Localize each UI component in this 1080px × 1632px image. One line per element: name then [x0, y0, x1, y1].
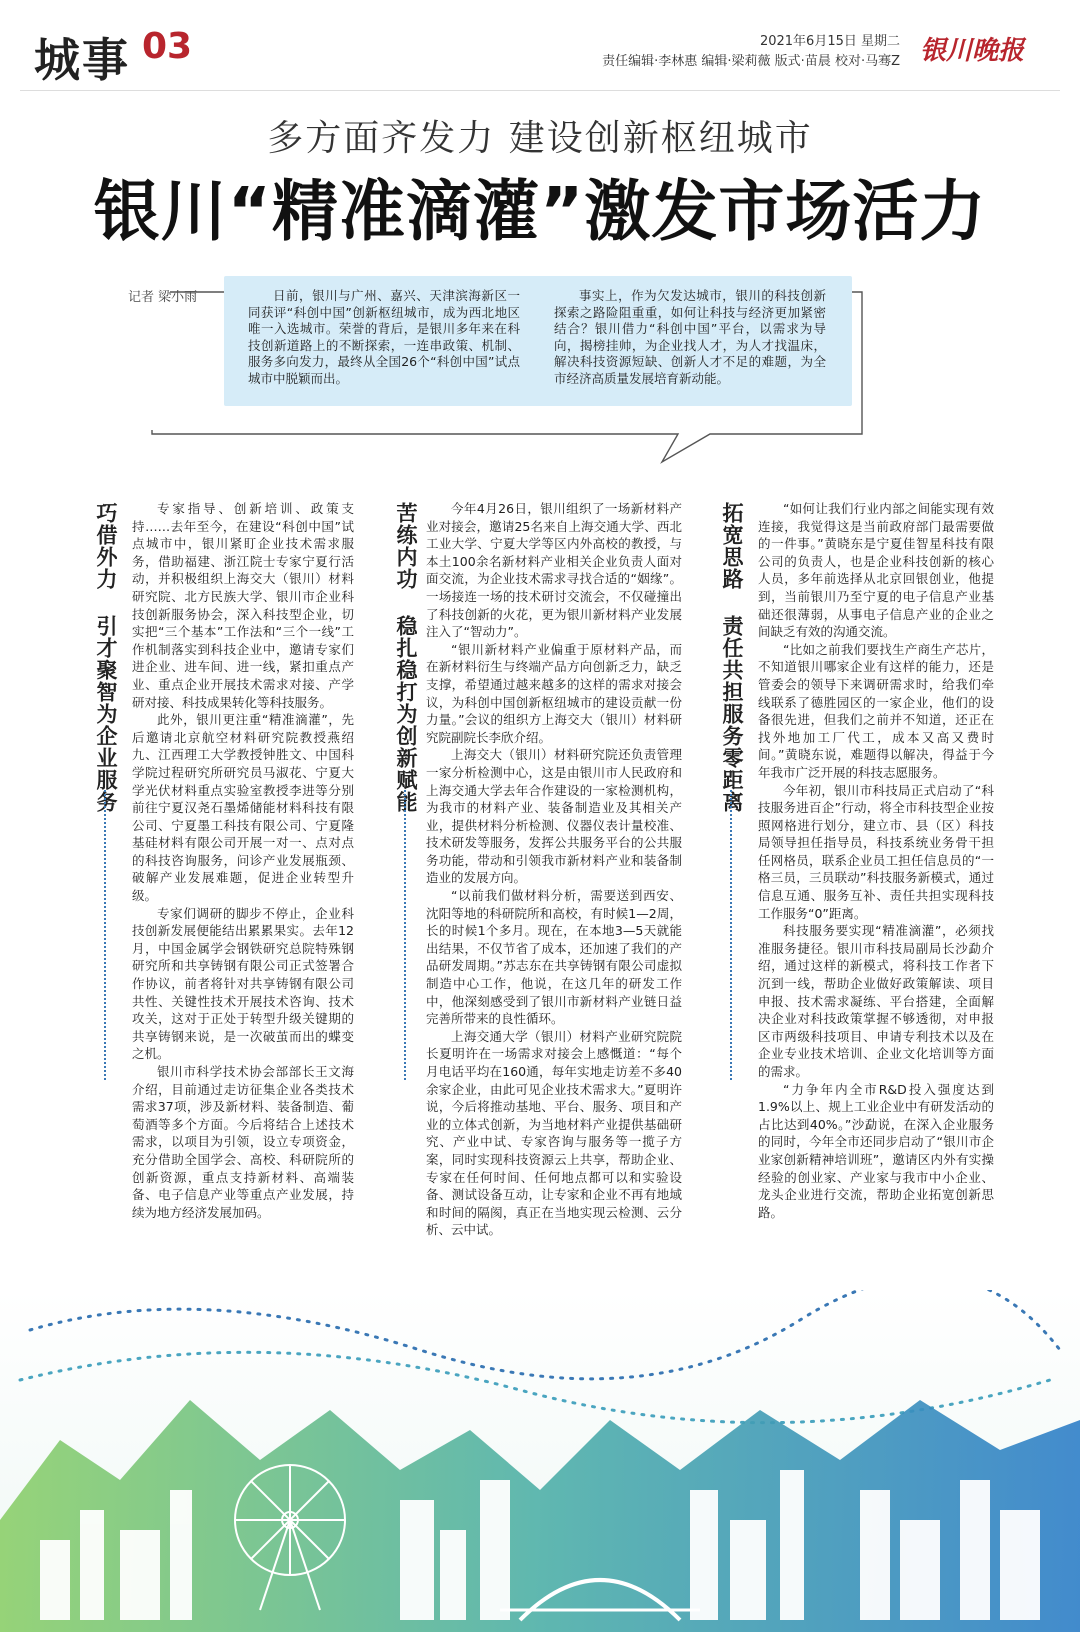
- paragraph: 银川市科学技术协会部部长王文海介绍，目前通过走访征集企业各类技术需求37项，涉及新材料、装备制造、葡萄酒等多个方面。今后将结合上述技术需求，以项目为引领，设立专项资金，充分借助全国学会、高校、科研院所的创新资源，重点支持新材料、高端装备、电子信息产业等重点产业发展，持续为地方经济发展加码。: [132, 1064, 354, 1220]
- paragraph: “如何让我们行业内部之间能实现有效连接，我觉得这是当前政府部门最需要做的一件事。”黄晓东是宁夏佳智星科技有限公司的负责人，也是企业科技创新的核心人员，多年前选择从北京回银创业，他提到，当前银川乃至宁夏的电子信息产业基础还很薄弱，从事电子信息产业的企业之间缺乏有效的沟通交流。: [758, 501, 994, 640]
- article-subtitle: 多方面齐发力 建设创新枢纽城市: [267, 118, 813, 159]
- newspaper-logo: 银川晚报: [919, 36, 1024, 66]
- paragraph: 上海交通大学（银川）材料产业研究院院长夏明许在一场需求对接会上感慨道：“每个月电话平均在160通，每年实地走访差不多40余家企业，由此可见企业技术需求大。”夏明许说，今后将推动基地、平台、服务、项目和产业的立体式创新，为当地材料产业提供基础研究、产业中试、专家咨询与服务等一揽子方案，同时实现科技资源云上共享，帮助企业、专家在任何时间、任何地点都可以和实验设备、测试设备互动，让专家和企业不再有地域和时间的隔阂，真正在当地实现云检测、云分析、云中试。: [426, 1028, 682, 1238]
- paragraph: “银川新材料产业偏重于原材料产品，而在新材料衍生与终端产品方向创新乏力，缺乏支撑，希望通过越来越多的这样的需求对接会议，为科创中国创新枢纽城市的建设贡献一份力量。”会议的组织方上海交大（银川）材料研究院副院长李欣介绍。: [426, 641, 682, 745]
- section-heading-1: 巧借外力 引才聚智为企业服务: [94, 502, 118, 813]
- paragraph: 今年4月26日，银川组织了一场新材料产业对接会，邀请25名来自上海交通大学、西北工业大学、宁夏大学等区内外高校的教授，与本土100余名新材料产业相关企业负责人面对面交流，为企业技术需求寻找合适的“姻缘”。一场接连一场的技术研讨交流会，不仅碰撞出了科技创新的火花，更为银川新材料产业发展注入了“智动力”。: [426, 501, 682, 640]
- section-name: 城事: [34, 33, 130, 87]
- paragraph: 科技服务要实现“精准滴灌”，必须找准服务捷径。银川市科技局副局长沙勐介绍，通过这样的新模式，将科技工作者下沉到一线，帮助企业做好政策解读、项目申报、技术需求凝练、平台搭建，全面解决企业对科技政策掌握不够透彻，对申报区市两级科技项目、申请专利技术以及在企业专业技术培训、企业文化培训等方面的需求。: [758, 923, 994, 1079]
- article-column-1: [132, 500, 354, 1221]
- dotted-divider-2: [404, 790, 406, 1080]
- section-heading-2: 苦练内功 稳扎稳打为创新赋能: [394, 502, 418, 813]
- intro-box: [224, 276, 852, 406]
- article-column-2: [426, 500, 682, 1239]
- article-column-3: [758, 500, 994, 1221]
- city-skyline-illustration: [0, 1290, 1080, 1632]
- paragraph: “以前我们做材料分析，需要送到西安、沈阳等地的科研院所和高校，有时候1—2周，长的时候1个多月。现在，在本地3—5天就能出结果，不仅节省了成本，还加速了我们的产品研发周期。”苏志东在共享铸钢有限公司虚拟制造中心工作，他说，在这几年的研发工作中，他深刻感受到了银川市新材料产业链日益完善所带来的良性循环。: [426, 888, 682, 1027]
- article-title: 银川“精准滴灌”激发市场活力: [93, 173, 987, 250]
- issue-date: 2021年6月15日 星期二: [759, 34, 900, 49]
- reporter-byline: 记者 梁小雨: [128, 290, 198, 305]
- page-header: [0, 0, 1080, 95]
- intro-left: 日前，银川与广州、嘉兴、天津滨海新区一同获评“科创中国”创新枢纽城市，成为西北地区唯一入选城市。荣誉的背后，是银川多年来在科技创新道路上的不断探索，一连串政策、机制、服务多向发力，最终从全国26个“科创中国”试点城市中脱颖而出。: [248, 288, 520, 386]
- paragraph: 今年初，银川市科技局正式启动了“科技服务进百企”行动，将全市科技型企业按照网格进行划分，建立市、县（区）科技局领导担任指导员，科技系统业务骨干担任网格员，联系企业员工担任信息员的“一格三员，三员联动”科技服务新模式，通过信息互通、服务互补、责任共担实现科技工作服务“0”距离。: [758, 782, 994, 921]
- staff-credits: 责任编辑·李林惠 编辑·梁莉薇 版式·苗晨 校对·马骞Z: [602, 54, 900, 69]
- paragraph: 专家们调研的脚步不停止，企业科技创新发展便能结出累累果实。去年12月，中国金属学会钢铁研究总院特殊钢研究所和共享铸钢有限公司正式签署合作协议，前者将针对共享铸钢有限公司共性、关键性技术开展技术咨询、技术攻关，这对于正处于转型升级关键期的共享铸钢来说，是一次破茧而出的蝶变之机。: [132, 905, 354, 1062]
- paragraph: 专家指导、创新培训、政策支持……去年至今，在建设“科创中国”试点城市中，银川紧盯企业技术需求服务，借助福建、浙江院士专家宁夏行活动，并积极组织上海交大（银川）材料研究院、北方民族大学、银川市企业科技创新服务协会，深入科技型企业，切实把“三个基本”工作法和“三个一线”工作机制落实到科技企业中，邀请专家们进企业、进车间、进一线，紧扣重点产业、重点企业开展技术需求对接、产学研对接、科技成果转化等科技服务。: [132, 501, 354, 710]
- dotted-divider-3: [730, 790, 732, 1080]
- dotted-divider-1: [104, 790, 106, 1080]
- paragraph: “比如之前我们要找生产商生产芯片，不知道银川哪家企业有这样的能力，还是管委会的领导下来调研需求时，给我们牵线联系了德胜园区的一家企业，他们的设备很先进，但我们之前并不知道，还正在找外地加工厂代工，成本又高又费时间。”黄晓东说，难题得以解决，得益于今年我市广泛开展的科技志愿服务。: [758, 641, 994, 780]
- header-divider: [20, 90, 1060, 91]
- page-number: 03: [142, 26, 193, 67]
- paragraph: “力争年内全市R&D投入强度达到1.9%以上、规上工业企业中有研发活动的占比达到40%。”沙勐说，在深入企业服务的同时，今年全市还同步启动了“银川市企业家创新精神培训班”，邀请区内外有实操经验的创业家、产业家与我市中小企业、龙头企业进行交流，帮助企业拓宽创新思路。: [758, 1081, 994, 1220]
- section-heading-3: 拓宽思路 责任共担服务零距离: [720, 502, 744, 813]
- intro-right: 事实上，作为欠发达城市，银川的科技创新探索之路险阻重重，如何让科技与经济更加紧密结合？银川借力“科创中国”平台，以需求为导向，揭榜挂帅，为企业找人才，为人才找温床，解决科技资源短缺、创新人才不足的难题，为全市经济高质量发展培育新动能。: [554, 288, 826, 386]
- paragraph: 此外，银川更注重“精准滴灌”，先后邀请北京航空材料研究院教授燕绍九、江西理工大学教授钟胜文、中国科学院过程研究所研究员马淑花、宁夏大学光伏材料重点实验室教授李进等分别前往宁夏汉尧石墨烯储能材料科技有限公司、宁夏墨工科技有限公司、宁夏隆基硅材料有限公司开展一对一、点对点的科技咨询服务，问诊产业发展瓶颈、破解产业发展难题，促进企业转型升级。: [132, 712, 354, 904]
- paragraph: 上海交大（银川）材料研究院还负责管理一家分析检测中心，这是由银川市人民政府和上海交通大学去年合作建设的一家检测机构，为我市的材料产业、装备制造业及其相关产业，提供材料分析检测、仪器仪表计量校准、技术研发等服务，发挥公共服务平台的公共服务功能，带动和引领我市新材料产业和装备制造业的发展方向。: [426, 747, 682, 886]
